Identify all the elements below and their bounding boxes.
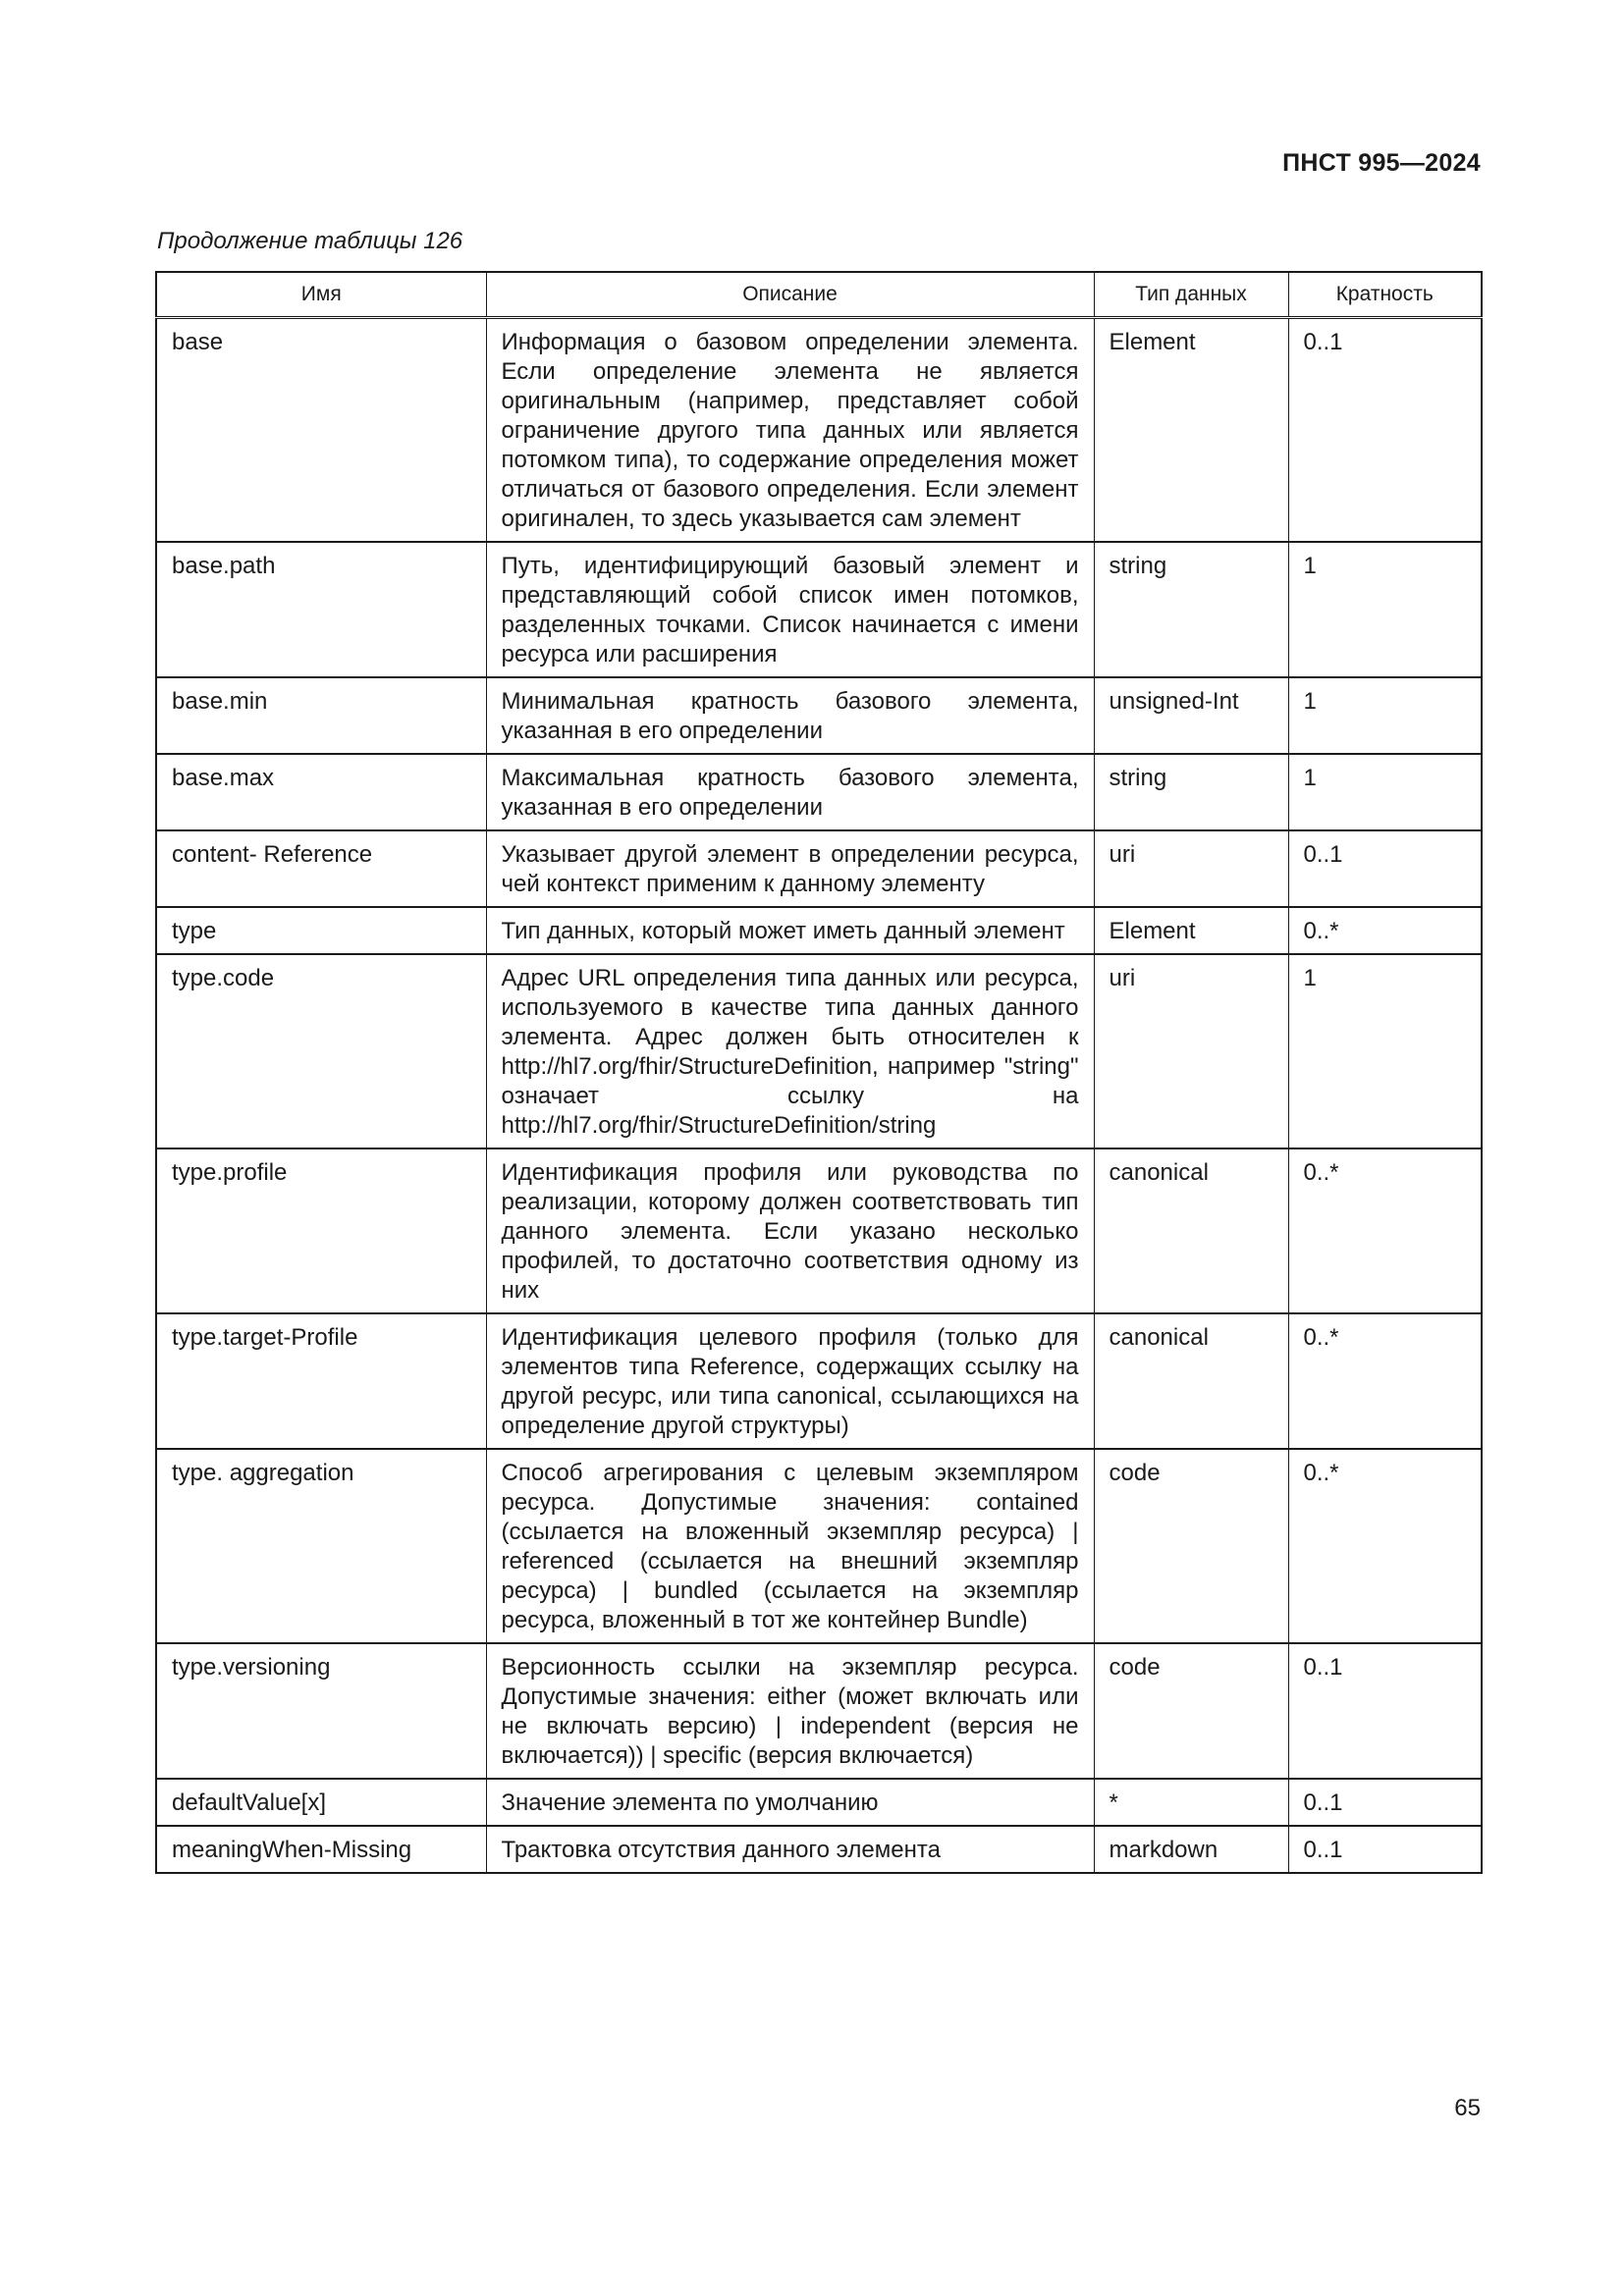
cell-data-type: uri <box>1094 830 1288 907</box>
table-row <box>156 1313 1482 1449</box>
column-header-data-type: Тип данных <box>1094 272 1288 318</box>
cell-multiplicity: 1 <box>1288 542 1482 677</box>
cell-description: Способ агрегирования с целевым экземпляром ресурса. Допустимые значения: contained (ссылается на вложенный экземпляр ресурса) | referenced (ссылается на внешний экземпляр ресурса) | bundled (ссылается на экземпляр ресурса, вложенный в тот же контейнер Bundle) <box>486 1449 1094 1643</box>
standard-number: ПНСТ 995—2024 <box>1282 149 1481 177</box>
cell-multiplicity: 0..1 <box>1288 318 1482 543</box>
cell-multiplicity: 1 <box>1288 677 1482 754</box>
cell-name: type. aggregation <box>156 1449 486 1643</box>
cell-multiplicity: 0..* <box>1288 1449 1482 1643</box>
cell-name: type.code <box>156 954 486 1148</box>
cell-multiplicity: 0..1 <box>1288 1779 1482 1826</box>
table-row <box>156 318 1482 543</box>
cell-data-type: code <box>1094 1643 1288 1779</box>
cell-data-type: string <box>1094 754 1288 830</box>
cell-name: type.versioning <box>156 1643 486 1779</box>
cell-name: meaningWhen-Missing <box>156 1826 486 1873</box>
cell-multiplicity: 0..1 <box>1288 1643 1482 1779</box>
table-row <box>156 677 1482 754</box>
page-number: 65 <box>1454 2095 1481 2121</box>
cell-data-type: string <box>1094 542 1288 677</box>
cell-description: Версионность ссылки на экземпляр ресурса. Допустимые значения: either (может включать или не включать версию) | independent (версия не включается)) | specific (версия включается) <box>486 1643 1094 1779</box>
cell-multiplicity: 0..1 <box>1288 1826 1482 1873</box>
cell-multiplicity: 1 <box>1288 754 1482 830</box>
cell-name: defaultValue[x] <box>156 1779 486 1826</box>
specification-table <box>155 271 1483 1874</box>
table-row <box>156 830 1482 907</box>
cell-multiplicity: 0..1 <box>1288 830 1482 907</box>
cell-description: Указывает другой элемент в определении ресурса, чей контекст применим к данному элементу <box>486 830 1094 907</box>
cell-data-type: unsigned-Int <box>1094 677 1288 754</box>
cell-data-type: * <box>1094 1779 1288 1826</box>
cell-multiplicity: 1 <box>1288 954 1482 1148</box>
cell-data-type: Element <box>1094 318 1288 543</box>
table-row <box>156 1826 1482 1873</box>
table-row <box>156 1449 1482 1643</box>
cell-name: base <box>156 318 486 543</box>
table-row <box>156 907 1482 954</box>
column-header-description: Описание <box>486 272 1094 318</box>
cell-description: Тип данных, который может иметь данный элемент <box>486 907 1094 954</box>
cell-data-type: canonical <box>1094 1148 1288 1313</box>
cell-name: type.target-Profile <box>156 1313 486 1449</box>
cell-description: Адрес URL определения типа данных или ресурса, используемого в качестве типа данных данного элемента. Адрес должен быть относителен к http://hl7.org/fhir/StructureDefinition, например "string" означает ссылку на http://hl7.org/fhir/StructureDefinition/string <box>486 954 1094 1148</box>
cell-description: Трактовка отсутствия данного элемента <box>486 1826 1094 1873</box>
cell-data-type: canonical <box>1094 1313 1288 1449</box>
table-row <box>156 754 1482 830</box>
column-header-multiplicity: Кратность <box>1288 272 1482 318</box>
table-row <box>156 954 1482 1148</box>
table-row <box>156 1643 1482 1779</box>
cell-data-type: uri <box>1094 954 1288 1148</box>
cell-description: Информация о базовом определении элемента. Если определение элемента не является оригинальным (например, представляет собой ограничение другого типа данных или является потомком типа), то содержание определения может отличаться от базового определения. Если элемент оригинален, то здесь указывается сам элемент <box>486 318 1094 543</box>
table-row <box>156 1148 1482 1313</box>
table-row <box>156 1779 1482 1826</box>
column-header-name: Имя <box>156 272 486 318</box>
cell-description: Путь, идентифицирующий базовый элемент и представляющий собой список имен потомков, разделенных точками. Список начинается с имени ресурса или расширения <box>486 542 1094 677</box>
cell-description: Значение элемента по умолчанию <box>486 1779 1094 1826</box>
cell-name: base.min <box>156 677 486 754</box>
cell-multiplicity: 0..* <box>1288 1148 1482 1313</box>
table-header-row <box>156 272 1482 318</box>
cell-data-type: markdown <box>1094 1826 1288 1873</box>
cell-description: Идентификация профиля или руководства по реализации, которому должен соответствовать тип данного элемента. Если указано несколько профилей, то достаточно соответствия одному из них <box>486 1148 1094 1313</box>
cell-data-type: code <box>1094 1449 1288 1643</box>
cell-name: content- Reference <box>156 830 486 907</box>
cell-description: Максимальная кратность базового элемента, указанная в его определении <box>486 754 1094 830</box>
cell-name: type.profile <box>156 1148 486 1313</box>
cell-name: base.max <box>156 754 486 830</box>
cell-multiplicity: 0..* <box>1288 907 1482 954</box>
cell-description: Минимальная кратность базового элемента, указанная в его определении <box>486 677 1094 754</box>
cell-name: base.path <box>156 542 486 677</box>
cell-multiplicity: 0..* <box>1288 1313 1482 1449</box>
table-row <box>156 542 1482 677</box>
cell-name: type <box>156 907 486 954</box>
cell-data-type: Element <box>1094 907 1288 954</box>
table-caption: Продолжение таблицы 126 <box>157 228 463 254</box>
cell-description: Идентификация целевого профиля (только для элементов типа Reference, содержащих ссылку на другой ресурс, или типа canonical, ссылающихся на определение другой структуры) <box>486 1313 1094 1449</box>
